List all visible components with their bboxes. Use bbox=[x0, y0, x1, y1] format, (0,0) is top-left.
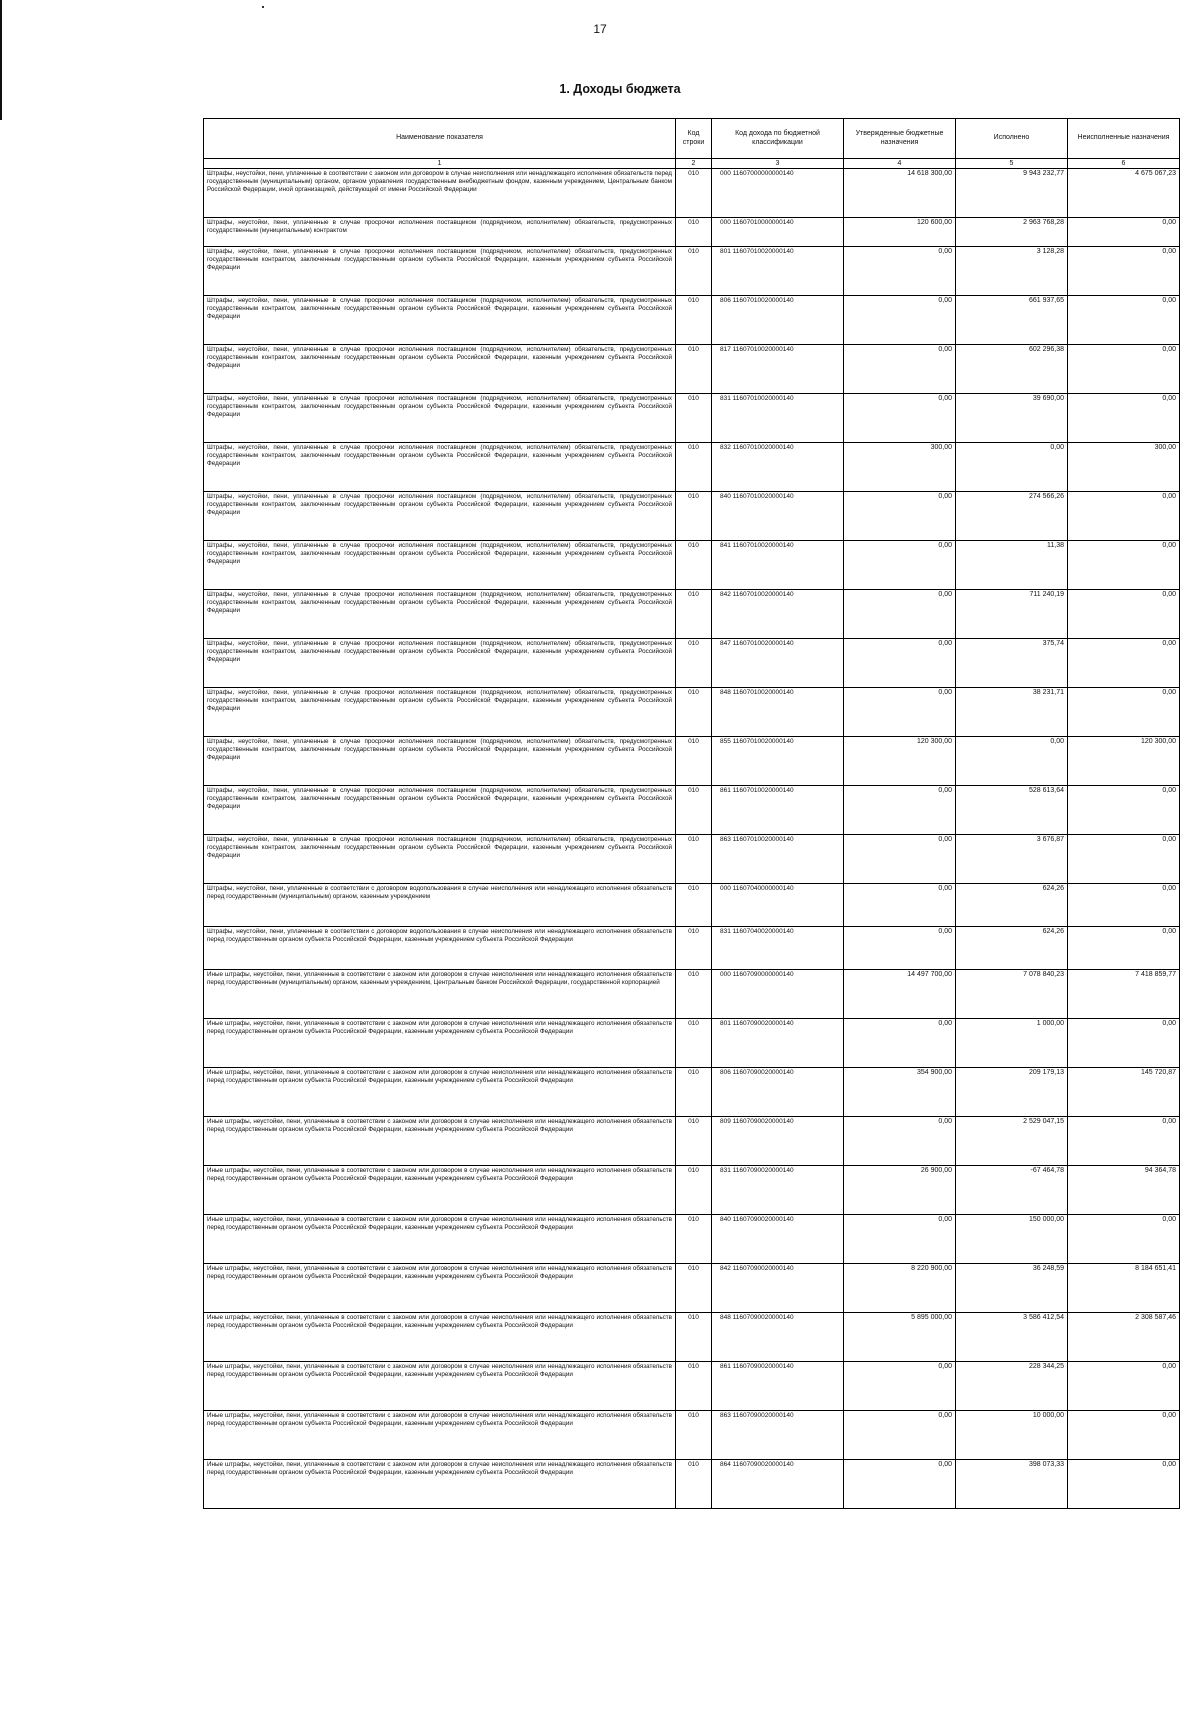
row-approved-amount: 26 900,00 bbox=[844, 1166, 956, 1215]
row-executed-amount: 2 529 047,15 bbox=[956, 1117, 1068, 1166]
row-unexecuted-amount: 0,00 bbox=[1068, 1215, 1180, 1264]
row-approved-amount: 8 220 900,00 bbox=[844, 1264, 956, 1313]
row-unexecuted-amount: 300,00 bbox=[1068, 443, 1180, 492]
row-name: Иные штрафы, неустойки, пени, уплаченные в соответствии с законом или договором в случае неисполнения или ненадлежащего исполнения обязательств перед государственным органом субъекта Российской Федерации, казенным учреждением субъекта Российской Федерации bbox=[204, 1264, 676, 1313]
table-row bbox=[204, 835, 1180, 884]
row-approved-amount: 120 600,00 bbox=[844, 218, 956, 247]
table-row bbox=[204, 345, 1180, 394]
header-income-code: Код дохода по бюджетной классификации bbox=[712, 119, 844, 159]
table-row bbox=[204, 541, 1180, 590]
row-executed-amount: 11,38 bbox=[956, 541, 1068, 590]
row-approved-amount: 0,00 bbox=[844, 1117, 956, 1166]
row-unexecuted-amount: 0,00 bbox=[1068, 1117, 1180, 1166]
row-line-code: 010 bbox=[676, 590, 712, 639]
row-name: Иные штрафы, неустойки, пени, уплаченные в соответствии с законом или договором в случае неисполнения или ненадлежащего исполнения обязательств перед государственным органом субъекта Российской Федерации, казенным учреждением субъекта Российской Федерации bbox=[204, 1460, 676, 1509]
row-name: Штрафы, неустойки, пени, уплаченные в случае просрочки исполнения поставщиком (подрядчиком, исполнителем) обязательств, предусмотренных государственным контрактом, заключенным государственным органом субъекта Российской Федерации, казенным учреждением субъекта Российской Федерации bbox=[204, 639, 676, 688]
row-income-code: 863 11607090020000140 bbox=[712, 1411, 844, 1460]
column-number: 2 bbox=[676, 159, 712, 169]
row-income-code: 817 11607010020000140 bbox=[712, 345, 844, 394]
row-line-code: 010 bbox=[676, 1215, 712, 1264]
row-executed-amount: 39 690,00 bbox=[956, 394, 1068, 443]
row-unexecuted-amount: 120 300,00 bbox=[1068, 737, 1180, 786]
row-approved-amount: 14 497 700,00 bbox=[844, 970, 956, 1019]
scan-speck bbox=[262, 6, 264, 8]
budget-income-table bbox=[203, 118, 1180, 1509]
row-executed-amount: 602 296,38 bbox=[956, 345, 1068, 394]
row-executed-amount: 150 000,00 bbox=[956, 1215, 1068, 1264]
table-row bbox=[204, 492, 1180, 541]
column-number-row bbox=[204, 159, 1180, 169]
row-income-code: 848 11607010020000140 bbox=[712, 688, 844, 737]
row-line-code: 010 bbox=[676, 1117, 712, 1166]
row-approved-amount: 0,00 bbox=[844, 1362, 956, 1411]
row-line-code: 010 bbox=[676, 247, 712, 296]
table-row bbox=[204, 1068, 1180, 1117]
row-executed-amount: 274 566,26 bbox=[956, 492, 1068, 541]
row-approved-amount: 0,00 bbox=[844, 541, 956, 590]
row-name: Иные штрафы, неустойки, пени, уплаченные в соответствии с законом или договором в случае неисполнения или ненадлежащего исполнения обязательств перед государственным органом субъекта Российской Федерации, казенным учреждением субъекта Российской Федерации bbox=[204, 1215, 676, 1264]
row-income-code: 809 11607090020000140 bbox=[712, 1117, 844, 1166]
row-executed-amount: 0,00 bbox=[956, 443, 1068, 492]
row-approved-amount: 0,00 bbox=[844, 884, 956, 927]
row-approved-amount: 0,00 bbox=[844, 394, 956, 443]
row-unexecuted-amount: 0,00 bbox=[1068, 345, 1180, 394]
row-income-code: 842 11607010020000140 bbox=[712, 590, 844, 639]
row-line-code: 010 bbox=[676, 1313, 712, 1362]
row-name: Иные штрафы, неустойки, пени, уплаченные в соответствии с законом или договором в случае неисполнения или ненадлежащего исполнения обязательств перед государственным органом субъекта Российской Федерации, казенным учреждением субъекта Российской Федерации bbox=[204, 1362, 676, 1411]
table-row bbox=[204, 1313, 1180, 1362]
row-approved-amount: 0,00 bbox=[844, 492, 956, 541]
table-row bbox=[204, 1264, 1180, 1313]
table-body bbox=[204, 169, 1180, 1509]
row-name: Иные штрафы, неустойки, пени, уплаченные в соответствии с законом или договором в случае неисполнения или ненадлежащего исполнения обязательств перед государственным (муниципальным) органом, казенным учреждением, Центральным банком Российской Федерации, государственной корпорацией bbox=[204, 970, 676, 1019]
row-line-code: 010 bbox=[676, 639, 712, 688]
row-income-code: 863 11607010020000140 bbox=[712, 835, 844, 884]
row-income-code: 000 11607090000000140 bbox=[712, 970, 844, 1019]
table-row bbox=[204, 247, 1180, 296]
row-name: Иные штрафы, неустойки, пени, уплаченные в соответствии с законом или договором в случае неисполнения или ненадлежащего исполнения обязательств перед государственным органом субъекта Российской Федерации, казенным учреждением субъекта Российской Федерации bbox=[204, 1019, 676, 1068]
row-executed-amount: 624,26 bbox=[956, 927, 1068, 970]
row-line-code: 010 bbox=[676, 884, 712, 927]
row-executed-amount: 1 000,00 bbox=[956, 1019, 1068, 1068]
row-income-code: 000 11607040000000140 bbox=[712, 884, 844, 927]
row-executed-amount: 9 943 232,77 bbox=[956, 169, 1068, 218]
table-row bbox=[204, 296, 1180, 345]
row-unexecuted-amount: 0,00 bbox=[1068, 835, 1180, 884]
row-approved-amount: 0,00 bbox=[844, 639, 956, 688]
table-row bbox=[204, 218, 1180, 247]
table-row bbox=[204, 786, 1180, 835]
row-line-code: 010 bbox=[676, 786, 712, 835]
table-row bbox=[204, 1019, 1180, 1068]
row-income-code: 832 11607010020000140 bbox=[712, 443, 844, 492]
row-unexecuted-amount: 0,00 bbox=[1068, 1460, 1180, 1509]
row-name: Штрафы, неустойки, пени, уплаченные в случае просрочки исполнения поставщиком (подрядчиком, исполнителем) обязательств, предусмотренных государственным контрактом, заключенным государственным органом субъекта Российской Федерации, казенным учреждением субъекта Российской Федерации bbox=[204, 345, 676, 394]
row-unexecuted-amount: 0,00 bbox=[1068, 218, 1180, 247]
row-unexecuted-amount: 0,00 bbox=[1068, 247, 1180, 296]
row-executed-amount: 10 000,00 bbox=[956, 1411, 1068, 1460]
row-income-code: 864 11607090020000140 bbox=[712, 1460, 844, 1509]
row-line-code: 010 bbox=[676, 541, 712, 590]
row-line-code: 010 bbox=[676, 1264, 712, 1313]
row-unexecuted-amount: 94 364,78 bbox=[1068, 1166, 1180, 1215]
row-income-code: 831 11607040020000140 bbox=[712, 927, 844, 970]
row-line-code: 010 bbox=[676, 1019, 712, 1068]
row-income-code: 801 11607090020000140 bbox=[712, 1019, 844, 1068]
row-unexecuted-amount: 0,00 bbox=[1068, 786, 1180, 835]
row-approved-amount: 300,00 bbox=[844, 443, 956, 492]
row-name: Штрафы, неустойки, пени, уплаченные в случае просрочки исполнения поставщиком (подрядчиком, исполнителем) обязательств, предусмотренных государственным контрактом, заключенным государственным органом субъекта Российской Федерации, казенным учреждением субъекта Российской Федерации bbox=[204, 443, 676, 492]
row-executed-amount: 7 078 840,23 bbox=[956, 970, 1068, 1019]
row-approved-amount: 120 300,00 bbox=[844, 737, 956, 786]
row-executed-amount: 209 179,13 bbox=[956, 1068, 1068, 1117]
row-executed-amount: 38 231,71 bbox=[956, 688, 1068, 737]
column-number: 5 bbox=[956, 159, 1068, 169]
row-name: Штрафы, неустойки, пени, уплаченные в случае просрочки исполнения поставщиком (подрядчиком, исполнителем) обязательств, предусмотренных государственным контрактом, заключенным государственным органом субъекта Российской Федерации, казенным учреждением субъекта Российской Федерации bbox=[204, 541, 676, 590]
row-unexecuted-amount: 0,00 bbox=[1068, 492, 1180, 541]
table-row bbox=[204, 1117, 1180, 1166]
row-executed-amount: 2 963 768,28 bbox=[956, 218, 1068, 247]
row-income-code: 848 11607090020000140 bbox=[712, 1313, 844, 1362]
row-executed-amount: 624,26 bbox=[956, 884, 1068, 927]
row-unexecuted-amount: 0,00 bbox=[1068, 1362, 1180, 1411]
row-unexecuted-amount: 0,00 bbox=[1068, 590, 1180, 639]
row-unexecuted-amount: 0,00 bbox=[1068, 927, 1180, 970]
row-unexecuted-amount: 0,00 bbox=[1068, 884, 1180, 927]
header-approved: Утвержденные бюджетные назначения bbox=[844, 119, 956, 159]
row-line-code: 010 bbox=[676, 394, 712, 443]
row-income-code: 000 11607010000000140 bbox=[712, 218, 844, 247]
table-row bbox=[204, 443, 1180, 492]
column-number: 1 bbox=[204, 159, 676, 169]
table-row bbox=[204, 639, 1180, 688]
row-executed-amount: 398 073,33 bbox=[956, 1460, 1068, 1509]
row-line-code: 010 bbox=[676, 345, 712, 394]
row-executed-amount: 0,00 bbox=[956, 737, 1068, 786]
row-income-code: 831 11607090020000140 bbox=[712, 1166, 844, 1215]
row-name: Штрафы, неустойки, пени, уплаченные в случае просрочки исполнения поставщиком (подрядчиком, исполнителем) обязательств, предусмотренных государственным контрактом, заключенным государственным органом субъекта Российской Федерации, казенным учреждением субъекта Российской Федерации bbox=[204, 835, 676, 884]
row-unexecuted-amount: 0,00 bbox=[1068, 394, 1180, 443]
row-line-code: 010 bbox=[676, 169, 712, 218]
header-executed: Исполнено bbox=[956, 119, 1068, 159]
row-income-code: 801 11607010020000140 bbox=[712, 247, 844, 296]
row-approved-amount: 14 618 300,00 bbox=[844, 169, 956, 218]
row-executed-amount: 528 613,64 bbox=[956, 786, 1068, 835]
page-number: 17 bbox=[593, 22, 607, 36]
table-row bbox=[204, 970, 1180, 1019]
row-name: Штрафы, неустойки, пени, уплаченные в соответствии с договором водопользования в случае неисполнения или ненадлежащего исполнения обязательств перед государственным органом субъекта Российской Федерации, казенным учреждением субъекта Российской Федерации bbox=[204, 927, 676, 970]
row-approved-amount: 0,00 bbox=[844, 688, 956, 737]
table-row bbox=[204, 1215, 1180, 1264]
row-name: Штрафы, неустойки, пени, уплаченные в случае просрочки исполнения поставщиком (подрядчиком, исполнителем) обязательств, предусмотренных государственным (муниципальным) контрактом bbox=[204, 218, 676, 247]
row-approved-amount: 0,00 bbox=[844, 1460, 956, 1509]
row-approved-amount: 5 895 000,00 bbox=[844, 1313, 956, 1362]
row-executed-amount: 711 240,19 bbox=[956, 590, 1068, 639]
row-income-code: 855 11607010020000140 bbox=[712, 737, 844, 786]
row-executed-amount: 36 248,59 bbox=[956, 1264, 1068, 1313]
row-name: Иные штрафы, неустойки, пени, уплаченные в соответствии с законом или договором в случае неисполнения или ненадлежащего исполнения обязательств перед государственным органом субъекта Российской Федерации, казенным учреждением субъекта Российской Федерации bbox=[204, 1117, 676, 1166]
row-name: Штрафы, неустойки, пени, уплаченные в случае просрочки исполнения поставщиком (подрядчиком, исполнителем) обязательств, предусмотренных государственным контрактом, заключенным государственным органом субъекта Российской Федерации, казенным учреждением субъекта Российской Федерации bbox=[204, 688, 676, 737]
row-line-code: 010 bbox=[676, 1166, 712, 1215]
row-line-code: 010 bbox=[676, 1068, 712, 1117]
table-row bbox=[204, 688, 1180, 737]
table-row bbox=[204, 737, 1180, 786]
row-approved-amount: 354 900,00 bbox=[844, 1068, 956, 1117]
row-approved-amount: 0,00 bbox=[844, 247, 956, 296]
scan-margin-line bbox=[0, 0, 2, 120]
table-row bbox=[204, 1166, 1180, 1215]
row-income-code: 831 11607010020000140 bbox=[712, 394, 844, 443]
header-line-code: Код строки bbox=[676, 119, 712, 159]
row-approved-amount: 0,00 bbox=[844, 835, 956, 884]
row-income-code: 841 11607010020000140 bbox=[712, 541, 844, 590]
row-line-code: 010 bbox=[676, 927, 712, 970]
row-approved-amount: 0,00 bbox=[844, 590, 956, 639]
row-line-code: 010 bbox=[676, 737, 712, 786]
row-line-code: 010 bbox=[676, 443, 712, 492]
row-unexecuted-amount: 0,00 bbox=[1068, 688, 1180, 737]
row-name: Штрафы, неустойки, пени, уплаченные в случае просрочки исполнения поставщиком (подрядчиком, исполнителем) обязательств, предусмотренных государственным контрактом, заключенным государственным органом субъекта Российской Федерации, казенным учреждением субъекта Российской Федерации bbox=[204, 492, 676, 541]
row-name: Иные штрафы, неустойки, пени, уплаченные в соответствии с законом или договором в случае неисполнения или ненадлежащего исполнения обязательств перед государственным органом субъекта Российской Федерации, казенным учреждением субъекта Российской Федерации bbox=[204, 1166, 676, 1215]
row-executed-amount: 228 344,25 bbox=[956, 1362, 1068, 1411]
row-name: Штрафы, неустойки, пени, уплаченные в случае просрочки исполнения поставщиком (подрядчиком, исполнителем) обязательств, предусмотренных государственным контрактом, заключенным государственным органом субъекта Российской Федерации, казенным учреждением субъекта Российской Федерации bbox=[204, 737, 676, 786]
row-unexecuted-amount: 0,00 bbox=[1068, 541, 1180, 590]
column-number: 6 bbox=[1068, 159, 1180, 169]
table-row bbox=[204, 884, 1180, 927]
row-unexecuted-amount: 8 184 651,41 bbox=[1068, 1264, 1180, 1313]
table-row bbox=[204, 590, 1180, 639]
row-executed-amount: 3 128,28 bbox=[956, 247, 1068, 296]
row-line-code: 010 bbox=[676, 296, 712, 345]
row-line-code: 010 bbox=[676, 1460, 712, 1509]
column-number: 3 bbox=[712, 159, 844, 169]
row-name: Штрафы, неустойки, пени, уплаченные в случае просрочки исполнения поставщиком (подрядчиком, исполнителем) обязательств, предусмотренных государственным контрактом, заключенным государственным органом субъекта Российской Федерации, казенным учреждением субъекта Российской Федерации bbox=[204, 247, 676, 296]
row-income-code: 840 11607010020000140 bbox=[712, 492, 844, 541]
row-executed-amount: 375,74 bbox=[956, 639, 1068, 688]
row-name: Штрафы, неустойки, пени, уплаченные в случае просрочки исполнения поставщиком (подрядчиком, исполнителем) обязательств, предусмотренных государственным контрактом, заключенным государственным органом субъекта Российской Федерации, казенным учреждением субъекта Российской Федерации bbox=[204, 786, 676, 835]
table-row bbox=[204, 1411, 1180, 1460]
row-approved-amount: 0,00 bbox=[844, 345, 956, 394]
row-name: Иные штрафы, неустойки, пени, уплаченные в соответствии с законом или договором в случае неисполнения или ненадлежащего исполнения обязательств перед государственным органом субъекта Российской Федерации, казенным учреждением субъекта Российской Федерации bbox=[204, 1411, 676, 1460]
row-name: Иные штрафы, неустойки, пени, уплаченные в соответствии с законом или договором в случае неисполнения или ненадлежащего исполнения обязательств перед государственным органом субъекта Российской Федерации, казенным учреждением субъекта Российской Федерации bbox=[204, 1068, 676, 1117]
row-approved-amount: 0,00 bbox=[844, 786, 956, 835]
row-approved-amount: 0,00 bbox=[844, 1019, 956, 1068]
header-unexecuted: Неисполненные назначения bbox=[1068, 119, 1180, 159]
row-line-code: 010 bbox=[676, 970, 712, 1019]
table-row bbox=[204, 169, 1180, 218]
table-header-row bbox=[204, 119, 1180, 159]
row-unexecuted-amount: 7 418 859,77 bbox=[1068, 970, 1180, 1019]
row-line-code: 010 bbox=[676, 835, 712, 884]
row-name: Штрафы, неустойки, пени, уплаченные в случае просрочки исполнения поставщиком (подрядчиком, исполнителем) обязательств, предусмотренных государственным контрактом, заключенным государственным органом субъекта Российской Федерации, казенным учреждением субъекта Российской Федерации bbox=[204, 296, 676, 345]
row-executed-amount: 3 676,87 bbox=[956, 835, 1068, 884]
row-unexecuted-amount: 0,00 bbox=[1068, 639, 1180, 688]
column-number: 4 bbox=[844, 159, 956, 169]
row-income-code: 806 11607090020000140 bbox=[712, 1068, 844, 1117]
row-executed-amount: 3 586 412,54 bbox=[956, 1313, 1068, 1362]
row-unexecuted-amount: 145 720,87 bbox=[1068, 1068, 1180, 1117]
table-row bbox=[204, 1362, 1180, 1411]
row-line-code: 010 bbox=[676, 1362, 712, 1411]
row-approved-amount: 0,00 bbox=[844, 1411, 956, 1460]
row-unexecuted-amount: 4 675 067,23 bbox=[1068, 169, 1180, 218]
row-line-code: 010 bbox=[676, 1411, 712, 1460]
row-name: Штрафы, неустойки, пени, уплаченные в случае просрочки исполнения поставщиком (подрядчиком, исполнителем) обязательств, предусмотренных государственным контрактом, заключенным государственным органом субъекта Российской Федерации, казенным учреждением субъекта Российской Федерации bbox=[204, 394, 676, 443]
row-name: Иные штрафы, неустойки, пени, уплаченные в соответствии с законом или договором в случае неисполнения или ненадлежащего исполнения обязательств перед государственным органом субъекта Российской Федерации, казенным учреждением субъекта Российской Федерации bbox=[204, 1313, 676, 1362]
row-unexecuted-amount: 0,00 bbox=[1068, 296, 1180, 345]
section-title: 1. Доходы бюджета bbox=[559, 82, 681, 96]
row-line-code: 010 bbox=[676, 688, 712, 737]
table-row bbox=[204, 927, 1180, 970]
row-name: Штрафы, неустойки, пени, уплаченные в соответствии с договором водопользования в случае неисполнения или ненадлежащего исполнения обязательств перед государственным (муниципальным) органом, казенным учреждением bbox=[204, 884, 676, 927]
row-line-code: 010 bbox=[676, 218, 712, 247]
row-income-code: 861 11607090020000140 bbox=[712, 1362, 844, 1411]
row-income-code: 000 11607000000000140 bbox=[712, 169, 844, 218]
row-approved-amount: 0,00 bbox=[844, 296, 956, 345]
row-unexecuted-amount: 2 308 587,46 bbox=[1068, 1313, 1180, 1362]
row-line-code: 010 bbox=[676, 492, 712, 541]
header-name: Наименование показателя bbox=[204, 119, 676, 159]
row-unexecuted-amount: 0,00 bbox=[1068, 1019, 1180, 1068]
row-income-code: 842 11607090020000140 bbox=[712, 1264, 844, 1313]
row-executed-amount: 661 937,65 bbox=[956, 296, 1068, 345]
row-unexecuted-amount: 0,00 bbox=[1068, 1411, 1180, 1460]
row-income-code: 806 11607010020000140 bbox=[712, 296, 844, 345]
table-row bbox=[204, 1460, 1180, 1509]
row-name: Штрафы, неустойки, пени, уплаченные в случае просрочки исполнения поставщиком (подрядчиком, исполнителем) обязательств, предусмотренных государственным контрактом, заключенным государственным органом субъекта Российской Федерации, казенным учреждением субъекта Российской Федерации bbox=[204, 590, 676, 639]
row-approved-amount: 0,00 bbox=[844, 1215, 956, 1264]
row-income-code: 840 11607090020000140 bbox=[712, 1215, 844, 1264]
row-approved-amount: 0,00 bbox=[844, 927, 956, 970]
row-executed-amount: -67 464,78 bbox=[956, 1166, 1068, 1215]
row-income-code: 861 11607010020000140 bbox=[712, 786, 844, 835]
row-income-code: 847 11607010020000140 bbox=[712, 639, 844, 688]
table-row bbox=[204, 394, 1180, 443]
row-name: Штрафы, неустойки, пени, уплаченные в соответствии с законом или договором в случае неисполнения или ненадлежащего исполнения обязательств перед государственным (муниципальным) органом, органом управления государственным внебюджетным фондом, казенным учреждением, Центральным банком Российской Федерации, иной организацией, действующей от имени Российской Федерации bbox=[204, 169, 676, 218]
